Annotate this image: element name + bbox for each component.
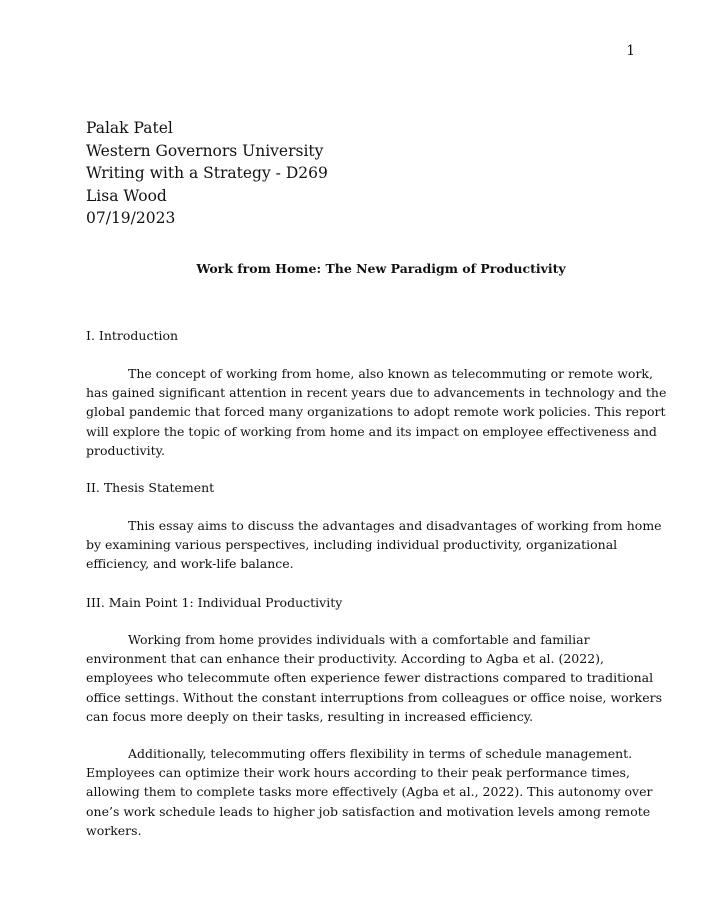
author-name: Palak Patel <box>86 119 173 137</box>
paragraph-line: will explore the topic of working from home and its impact on employee effectiveness and <box>86 423 657 439</box>
main-point-1-paragraph-1 <box>86 630 663 726</box>
submission-date: 07/19/2023 <box>86 209 176 227</box>
paragraph-line: global pandemic that forced many organizations to adopt remote work policies. This report <box>86 404 666 420</box>
paragraph-line: employees who telecommute often experience fewer distractions compared to traditional <box>86 670 654 686</box>
paragraph-line: productivity. <box>86 442 166 458</box>
instructor-name: Lisa Wood <box>86 186 167 205</box>
paragraph-line: office settings. Without the constant interruptions from colleagues or office noise, workers <box>86 689 663 705</box>
section-heading-thesis: II. Thesis Statement <box>86 480 215 495</box>
section-heading-introduction: I. Introduction <box>86 328 179 343</box>
paragraph-line: workers. <box>86 822 142 838</box>
main-point-1-paragraph-2 <box>86 744 653 840</box>
thesis-paragraph <box>86 516 662 574</box>
introduction-paragraph <box>86 364 667 460</box>
paragraph-line: efficiency, and work-life balance. <box>86 556 294 572</box>
paragraph-line: environment that can enhance their productivity. According to Agba et al. (2022), <box>86 651 605 667</box>
course-name: Writing with a Strategy - D269 <box>86 164 328 182</box>
header-block <box>86 117 328 230</box>
page-number: 1 <box>626 43 635 59</box>
paragraph-line: Additionally, telecommuting offers flexibility in terms of schedule management. <box>128 746 633 761</box>
paragraph-line: Employees can optimize their work hours according to their peak performance times, <box>86 765 630 781</box>
paragraph-line: has gained significant attention in recent years due to advancements in technology and the <box>86 385 667 401</box>
paragraph-line: This essay aims to discuss the advantages and disadvantages of working from home <box>128 518 662 533</box>
university-name: Western Governors University <box>86 141 324 160</box>
paragraph-line: can focus more deeply on their tasks, resulting in increased efficiency. <box>86 708 534 724</box>
paragraph-line: The concept of working from home, also known as telecommuting or remote work, <box>128 366 653 381</box>
section-heading-main-point-1: III. Main Point 1: Individual Productivity <box>86 595 343 610</box>
document-title: Work from Home: The New Paradigm of Productivity <box>196 261 566 276</box>
paragraph-line: Working from home provides individuals with a comfortable and familiar <box>128 632 590 647</box>
paragraph-line: by examining various perspectives, including individual productivity, organizational <box>86 537 618 553</box>
paragraph-line: one’s work schedule leads to higher job satisfaction and motivation levels among remote <box>86 803 651 819</box>
paragraph-line: allowing them to complete tasks more effectively (Agba et al., 2022). This autonomy over <box>86 784 653 800</box>
